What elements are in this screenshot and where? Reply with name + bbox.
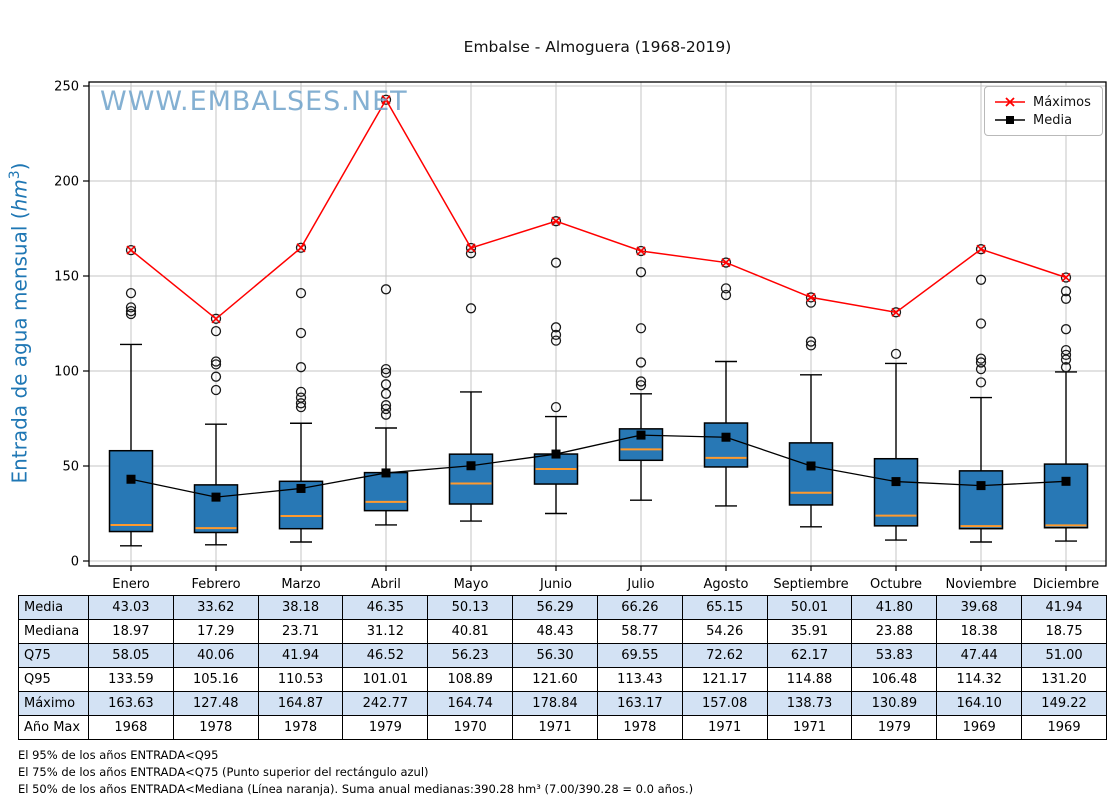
table-row: [19, 644, 1107, 668]
table-cell: 31.12: [343, 620, 428, 644]
table-cell: 114.32: [937, 668, 1022, 692]
table-cell: 43.03: [89, 596, 174, 620]
table-cell: 1971: [767, 716, 852, 740]
row-header: Q95: [19, 668, 89, 692]
table-cell: 18.38: [937, 620, 1022, 644]
table-cell: 51.00: [1022, 644, 1107, 668]
media-marker: [297, 484, 306, 493]
table-cell: 41.80: [852, 596, 937, 620]
row-header: Máximo: [19, 692, 89, 716]
legend-label-media: Media: [1033, 112, 1073, 128]
table-cell: 17.29: [173, 620, 258, 644]
table-cell: 106.48: [852, 668, 937, 692]
media-marker: [892, 477, 901, 486]
table-row: [19, 692, 1107, 716]
table-cell: 62.17: [767, 644, 852, 668]
row-header: Media: [19, 596, 89, 620]
table-cell: 18.75: [1022, 620, 1107, 644]
media-marker: [1062, 477, 1071, 486]
box: [365, 473, 408, 511]
table-cell: 40.06: [173, 644, 258, 668]
box: [705, 423, 748, 467]
media-marker: [722, 433, 731, 442]
table-row: [19, 716, 1107, 740]
table-cell: 110.53: [258, 668, 343, 692]
media-marker: [382, 468, 391, 477]
box: [110, 451, 153, 532]
table-cell: 113.43: [597, 668, 682, 692]
table-cell: 105.16: [173, 668, 258, 692]
y-tick-label: 100: [54, 364, 79, 380]
table-cell: 164.74: [428, 692, 513, 716]
legend-item-media: [985, 113, 1102, 128]
table-cell: 1970: [428, 716, 513, 740]
media-marker: [807, 461, 816, 470]
x-tick-label: Abril: [371, 577, 401, 592]
table-cell: 164.87: [258, 692, 343, 716]
table-cell: 1978: [173, 716, 258, 740]
media-marker: [127, 475, 136, 484]
table-cell: 121.17: [682, 668, 767, 692]
table-cell: 38.18: [258, 596, 343, 620]
table-cell: 242.77: [343, 692, 428, 716]
y-axis-label-sup: 3: [7, 170, 23, 180]
y-axis-label-close: ): [7, 162, 32, 171]
chart-title: Embalse - Almoguera (1968-2019): [463, 38, 732, 56]
table-cell: 47.44: [937, 644, 1022, 668]
x-tick-label: Agosto: [703, 577, 749, 592]
x-tick-label: Octubre: [869, 577, 923, 592]
x-tick-label: Marzo: [281, 577, 321, 592]
footnote-mediana: El 50% de los años ENTRADA<Mediana (Línea naranja). Suma anual medianas:390.28 hm³ (7.00/390.28 = 0.0 años.): [18, 782, 694, 796]
table-cell: 23.88: [852, 620, 937, 644]
x-tick-label: Septiembre: [773, 577, 849, 592]
x-tick-label: Febrero: [191, 577, 241, 592]
legend-item-maximos: [985, 95, 1102, 110]
table-cell: 1971: [682, 716, 767, 740]
table-cell: 131.20: [1022, 668, 1107, 692]
y-tick-label: 0: [70, 554, 79, 570]
y-tick-label: 200: [54, 174, 79, 190]
row-header: Mediana: [19, 620, 89, 644]
table-cell: 1979: [852, 716, 937, 740]
table-cell: 157.08: [682, 692, 767, 716]
table-cell: 54.26: [682, 620, 767, 644]
square-marker-icon: [994, 114, 1026, 126]
table-cell: 40.81: [428, 620, 513, 644]
table-row: [19, 668, 1107, 692]
x-tick-label: Junio: [540, 577, 572, 592]
table-cell: 138.73: [767, 692, 852, 716]
table-cell: 1978: [597, 716, 682, 740]
table-cell: 114.88: [767, 668, 852, 692]
box: [195, 485, 238, 533]
table-cell: 163.17: [597, 692, 682, 716]
table-cell: 1979: [343, 716, 428, 740]
plot-border: [89, 82, 1106, 566]
table-cell: 163.63: [89, 692, 174, 716]
y-tick-label: 50: [62, 459, 79, 475]
table-cell: 41.94: [258, 644, 343, 668]
y-tick-label: 150: [54, 269, 79, 285]
table-cell: 1978: [258, 716, 343, 740]
table-cell: 50.01: [767, 596, 852, 620]
table-row: [19, 596, 1107, 620]
table-cell: 108.89: [428, 668, 513, 692]
x-tick-label: Julio: [627, 577, 655, 592]
y-axis-label-unit: hm: [7, 179, 32, 212]
table-cell: 101.01: [343, 668, 428, 692]
watermark: WWW.EMBALSES.NET: [100, 86, 408, 117]
media-marker: [977, 481, 986, 490]
media-marker: [212, 493, 221, 502]
x-marker-icon: [994, 96, 1026, 108]
table-cell: 33.62: [173, 596, 258, 620]
row-header: Año Max: [19, 716, 89, 740]
media-marker: [552, 450, 561, 459]
x-tick-label: Diciembre: [1032, 577, 1100, 592]
table-cell: 58.05: [89, 644, 174, 668]
table-cell: 121.60: [513, 668, 598, 692]
stats-table: [18, 595, 1107, 740]
y-axis-label: [7, 83, 39, 563]
table-cell: 35.91: [767, 620, 852, 644]
box: [960, 471, 1003, 529]
y-tick-label: 250: [54, 79, 79, 95]
table-cell: 56.23: [428, 644, 513, 668]
media-marker: [637, 431, 646, 440]
table-cell: 127.48: [173, 692, 258, 716]
media-marker: [467, 461, 476, 470]
legend-label-maximos: Máximos: [1033, 94, 1091, 110]
x-tick-label: Noviembre: [945, 577, 1017, 592]
table-cell: 178.84: [513, 692, 598, 716]
row-header: Q75: [19, 644, 89, 668]
table-cell: 50.13: [428, 596, 513, 620]
legend: [984, 86, 1103, 136]
table-cell: 58.77: [597, 620, 682, 644]
table-cell: 1969: [1022, 716, 1107, 740]
table-cell: 46.35: [343, 596, 428, 620]
table-cell: 1971: [513, 716, 598, 740]
table-cell: 164.10: [937, 692, 1022, 716]
table-cell: 133.59: [89, 668, 174, 692]
x-tick-label: Enero: [112, 577, 150, 592]
footnote-q75: El 75% de los años ENTRADA<Q75 (Punto superior del rectángulo azul): [18, 765, 429, 779]
box: [790, 443, 833, 505]
table-cell: 53.83: [852, 644, 937, 668]
table-cell: 72.62: [682, 644, 767, 668]
table-cell: 69.55: [597, 644, 682, 668]
table-cell: 48.43: [513, 620, 598, 644]
table-row: [19, 620, 1107, 644]
y-axis-label-text: Entrada de agua mensual (: [7, 211, 32, 484]
table-cell: 56.29: [513, 596, 598, 620]
table-cell: 65.15: [682, 596, 767, 620]
table-cell: 41.94: [1022, 596, 1107, 620]
table-cell: 130.89: [852, 692, 937, 716]
table-cell: 23.71: [258, 620, 343, 644]
footnote-q95: El 95% de los años ENTRADA<Q95: [18, 748, 219, 762]
table-cell: 1969: [937, 716, 1022, 740]
table-cell: 66.26: [597, 596, 682, 620]
table-cell: 18.97: [89, 620, 174, 644]
box: [1045, 464, 1088, 528]
table-cell: 39.68: [937, 596, 1022, 620]
table-cell: 149.22: [1022, 692, 1107, 716]
x-tick-label: Mayo: [453, 577, 489, 592]
table-cell: 46.52: [343, 644, 428, 668]
maximos-line: [131, 100, 1066, 319]
table-cell: 56.30: [513, 644, 598, 668]
table-cell: 1968: [89, 716, 174, 740]
